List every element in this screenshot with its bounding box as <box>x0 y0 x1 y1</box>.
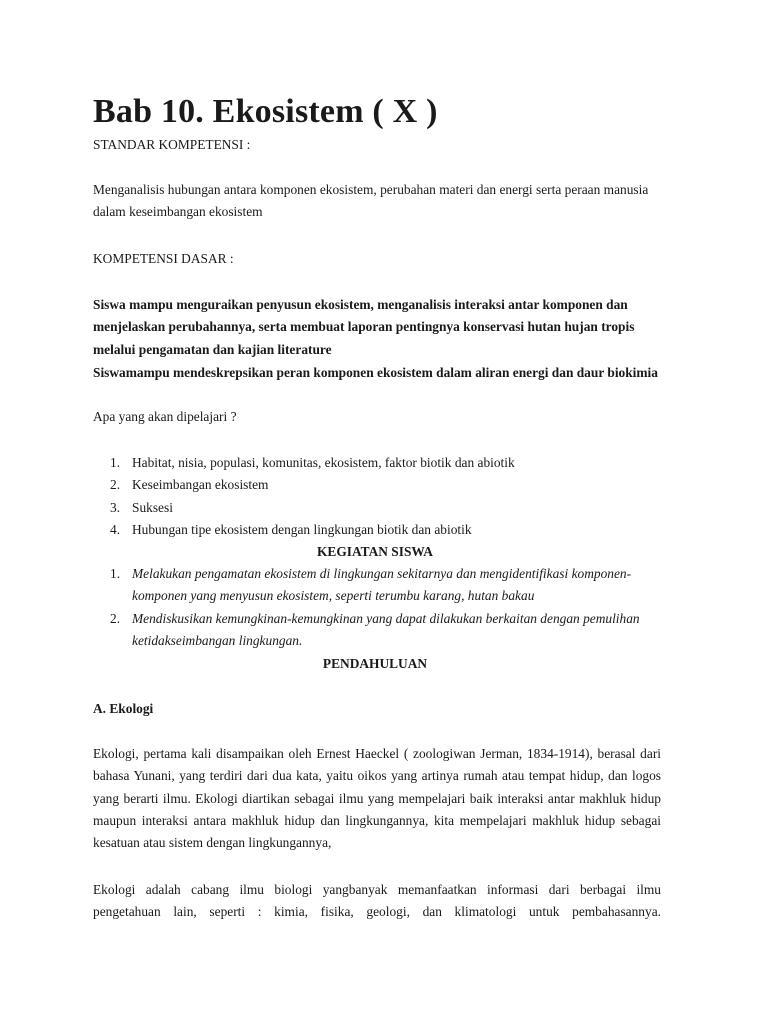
list-item <box>93 497 661 519</box>
list-item-number: 4. <box>110 521 121 537</box>
list-item <box>93 452 661 474</box>
list-item-text: Mendiskusikan kemungkinan-kemungkinan yang dapat dilakukan berkaitan dengan pemulihan ketidakseimbangan lingkungan. <box>132 610 640 648</box>
list-item <box>93 519 661 541</box>
pendahuluan-paragraph-1: Ekologi, pertama kali disampaikan oleh Ernest Haeckel ( zoologiwan Jerman, 1834-1914), berasal dari bahasa Yunani, yang terdiri dari dua kata, yaitu oikos yang artinya rumah atau tempat hidup, dan logos yang berarti ilmu. Ekologi diartikan sebagai ilmu yang mempelajari baik interaksi antar makhluk hidup maupun interaksi antara makhluk hidup dan lingkungannya, kita mempelajari makhluk hidup sebagai kesatuan atau sistem dengan lingkungannya, <box>93 746 661 851</box>
list-item-text: Hubungan tipe ekosistem dengan lingkungan biotik dan abiotik <box>132 521 472 537</box>
list-item <box>93 608 661 653</box>
list-item-number: 1. <box>110 455 121 470</box>
standar-kompetensi-body: Menganalisis hubungan antara komponen ekosistem, perubahan materi dan energi serta peraan manusia dalam keseimbangan ekosistem <box>93 182 649 220</box>
list-item-text: Keseimbangan ekosistem <box>132 477 269 493</box>
pendahuluan-paragraph-2: Ekologi adalah cabang ilmu biologi yangbanyak memanfaatkan informasi dari berbagai ilmu pengetahuan lain, seperti : kimia, fisika, geologi, dan klimatologi untuk pembahasannya. <box>93 882 661 920</box>
list-item-number: 1. <box>110 566 121 581</box>
dipelajari-list <box>93 452 661 541</box>
kegiatan-siswa-heading: KEGIATAN SISWA <box>317 544 433 559</box>
list-item-number: 3. <box>110 499 121 515</box>
list-item-number: 2. <box>110 610 121 626</box>
list-item-text: Suksesi <box>132 499 173 515</box>
kompetensi-dasar-heading: KOMPETENSI DASAR : <box>93 251 234 266</box>
dipelajari-heading: Apa yang akan dipelajari ? <box>93 409 237 424</box>
kompetensi-dasar-paragraph-1: Siswa mampu menguraikan penyusun ekosistem, menganalisis interaksi antar komponen dan menjelaskan perubahannya, serta membuat laporan pentingnya konservasi hutan hujan tropis melalui pengamatan dan kajian literature <box>93 297 635 357</box>
kompetensi-dasar-paragraph-2: Siswamampu mendeskrepsikan peran komponen ekosistem dalam aliran energi dan daur biokimia <box>93 365 658 380</box>
standar-kompetensi-heading: STANDAR KOMPETENSI : <box>93 137 251 152</box>
section-a-heading: A. Ekologi <box>93 701 154 716</box>
list-item <box>93 474 661 496</box>
list-item <box>93 563 661 608</box>
page-title: Bab 10. Ekosistem ( X ) <box>93 93 438 130</box>
list-item-number: 2. <box>110 477 121 493</box>
list-item-text: Melakukan pengamatan ekosistem di lingkungan sekitarnya dan mengidentifikasi komponen-komponen yang menyusun ekosistem, seperti terumbu karang, hutan bakau <box>132 566 632 604</box>
pendahuluan-heading: PENDAHULUAN <box>322 656 428 671</box>
list-item-text: Habitat, nisia, populasi, komunitas, ekosistem, faktor biotik dan abiotik <box>132 455 515 470</box>
kegiatan-list <box>93 563 661 652</box>
